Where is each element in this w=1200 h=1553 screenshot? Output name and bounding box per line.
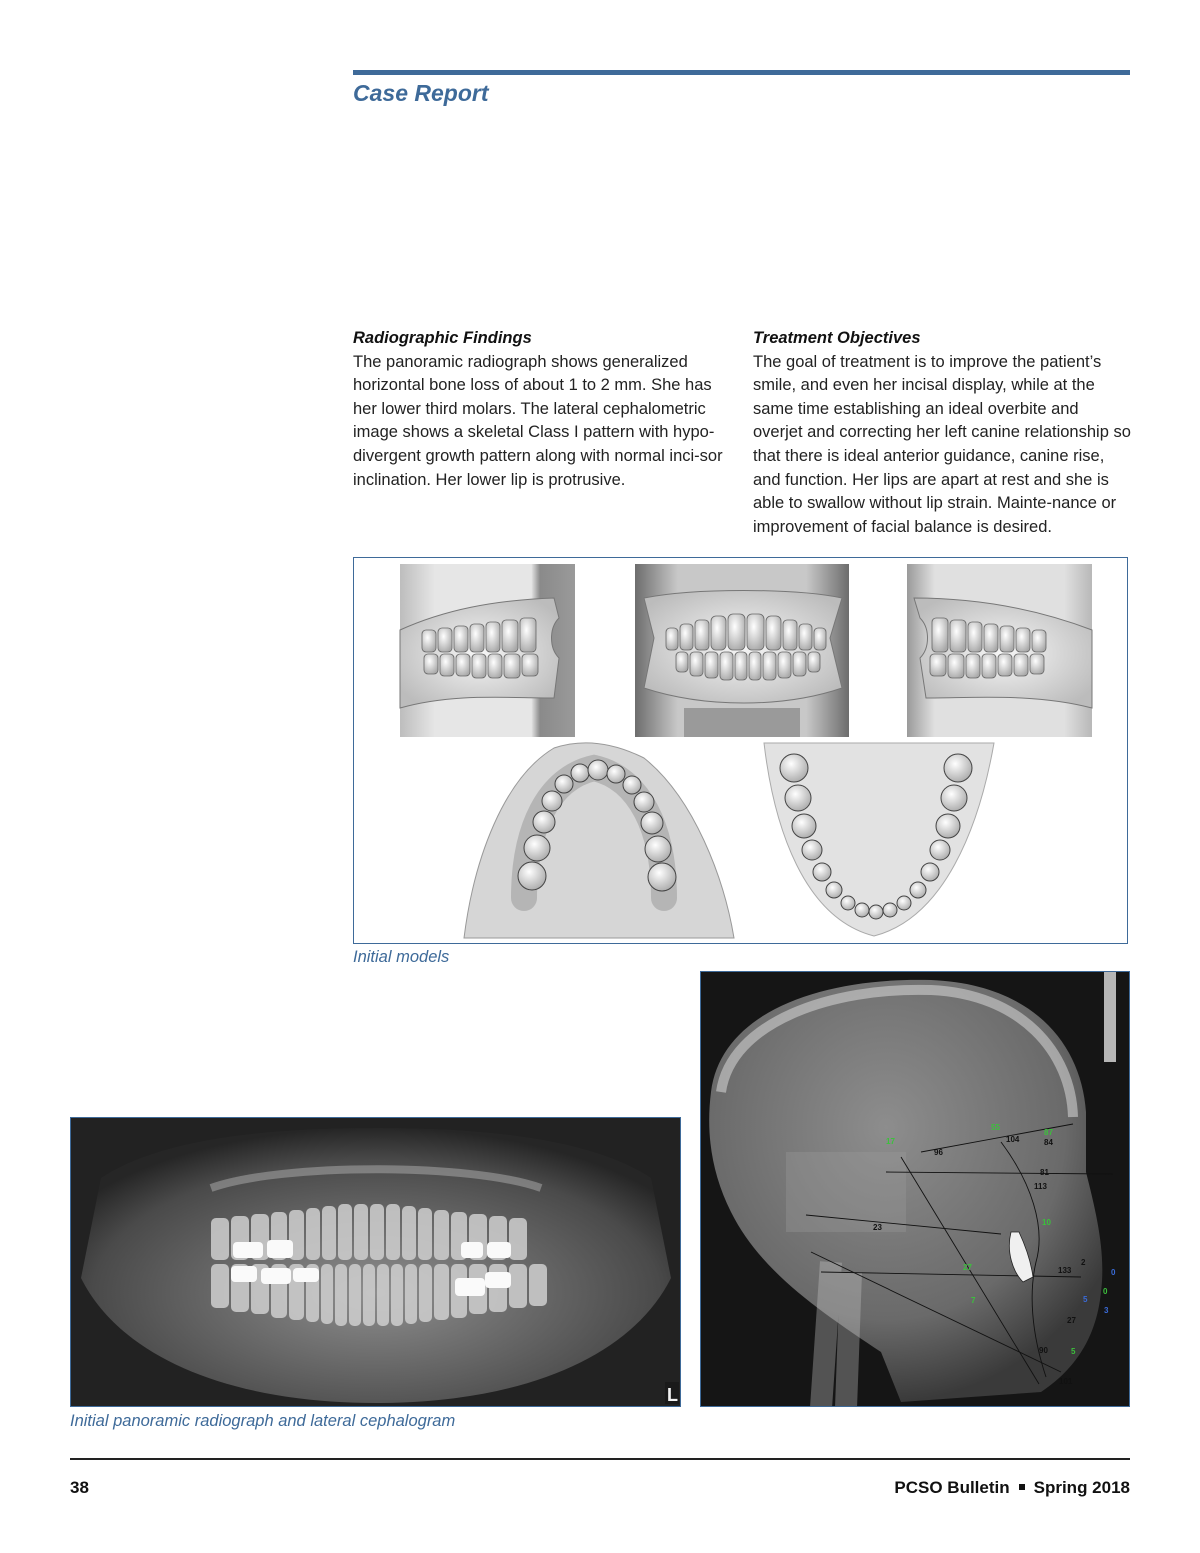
journal-footer (894, 1478, 1130, 1498)
journal-name: PCSO Bulletin (894, 1478, 1010, 1497)
ceph-label: 5 (1071, 1347, 1076, 1356)
header-rule (353, 70, 1130, 75)
mandibular-occlusal-view (764, 743, 994, 936)
ceph-label: 0 (1103, 1287, 1108, 1296)
treatment-objectives-column (753, 327, 1131, 539)
ceph-label: 113 (1034, 1182, 1047, 1191)
treatment-objectives-body: The goal of treatment is to improve the patient’s smile, and even her incisal display, while at the same time establishing an ideal overbite and overjet and correcting her left canine relationship so that there is ideal anterior guidance, canine rise, and function. Her lips are apart at rest and she is able to swallow without lip strain. Mainte-nance or improvement of facial balance is desired. (753, 352, 1131, 536)
lateral-cephalogram-figure (700, 971, 1130, 1407)
radiographic-findings-heading: Radiographic Findings (353, 329, 532, 347)
ceph-label: 0 (1111, 1268, 1116, 1277)
ceph-label: 104 (1006, 1135, 1020, 1144)
dental-models-illustration (354, 558, 1128, 944)
ceph-label: 10 (1042, 1218, 1051, 1227)
maxillary-occlusal-view (464, 743, 734, 938)
left-lateral-model-view (907, 564, 1092, 737)
cephalogram-image (701, 972, 1130, 1407)
models-caption: Initial models (353, 948, 450, 966)
footer-rule (70, 1458, 1130, 1460)
radiographic-findings-column (353, 327, 731, 492)
ceph-label: 2 (1081, 1258, 1086, 1267)
section-title: Case Report (353, 80, 489, 106)
ceph-label: 81 (1040, 1168, 1049, 1177)
page-number: 38 (70, 1478, 89, 1497)
ceph-label: 84 (1044, 1138, 1053, 1147)
panoramic-radiograph-figure (70, 1117, 681, 1407)
ceph-label: 55 (991, 1123, 1000, 1132)
ceph-label: 27 (1067, 1316, 1076, 1325)
separator-square (1019, 1484, 1025, 1490)
panoramic-image (71, 1118, 681, 1407)
ceph-label: 101 (1059, 1377, 1073, 1386)
ceph-label: 3 (1104, 1306, 1109, 1315)
radiographic-findings-body: The panoramic radiograph shows generalized horizontal bone loss of about 1 to 2 mm. She has her lower third molars. The lateral cephalometric image shows a skeletal Class I pattern with hypo-divergent growth pattern along with normal inci-sor inclination. Her lower lip is protrusive. (353, 352, 723, 489)
ceph-label: 17 (886, 1137, 895, 1146)
ceph-label: 96 (934, 1148, 943, 1157)
ceph-label: 27 (963, 1263, 972, 1272)
pano-side-marker: L (667, 1385, 678, 1405)
ceph-label: 90 (1039, 1346, 1048, 1355)
ceph-label: 7 (971, 1296, 976, 1305)
journal-issue: Spring 2018 (1033, 1478, 1130, 1497)
xray-caption: Initial panoramic radiograph and lateral cephalogram (70, 1412, 456, 1430)
frontal-model-view (635, 564, 849, 737)
ceph-label: 5 (1083, 1295, 1088, 1304)
initial-models-figure (353, 557, 1128, 944)
right-lateral-model-view (400, 564, 575, 737)
treatment-objectives-heading: Treatment Objectives (753, 329, 921, 347)
ceph-label: 23 (873, 1223, 882, 1232)
ceph-label: 87 (1044, 1128, 1053, 1137)
ceph-label: 133 (1058, 1266, 1072, 1275)
